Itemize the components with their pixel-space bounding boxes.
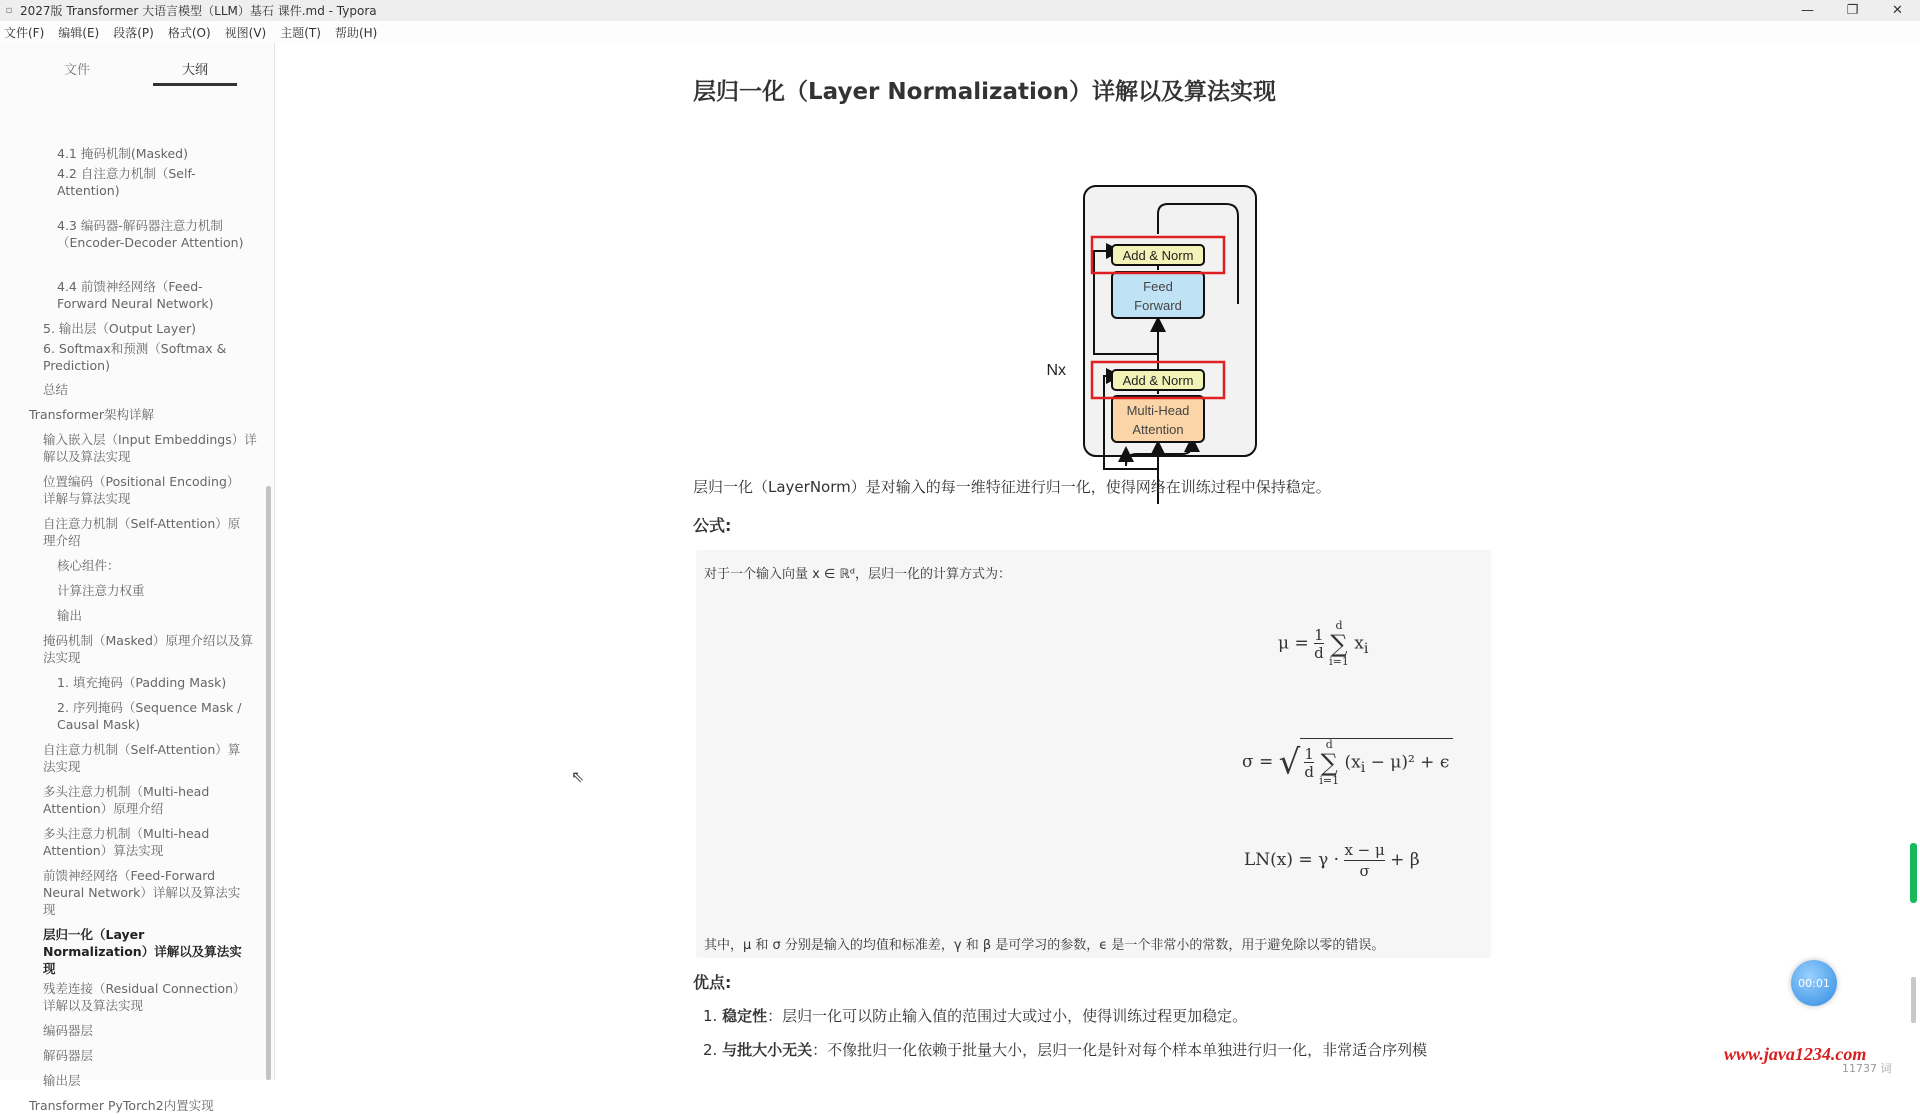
repeat-label: Nx <box>1046 362 1066 379</box>
outline-item[interactable]: 多头注意力机制（Multi-head Attention）算法实现 <box>43 826 210 858</box>
intro-paragraph: 层归一化（LayerNorm）是对输入的每一维特征进行归一化，使得网络在训练过程中保持稳定。 <box>693 478 1331 496</box>
std-formula: σ = √ 1 d d ∑ i=1 $(x_i - \mu)^2 + \epsilon$ <box>1242 738 1453 787</box>
menu-file[interactable]: 文件(F) <box>4 25 45 40</box>
menu-edit[interactable]: 编辑(E) <box>58 25 100 40</box>
formula-intro: 对于一个输入向量 x ∈ ℝᵈ，层归一化的计算方式为： <box>704 567 1011 582</box>
outline-item[interactable]: 4.4 前馈神经网络（Feed-Forward Neural Network) <box>57 279 214 311</box>
advantage-text: ：不像批归一化依赖于批量大小，层归一化是针对每个样本单独进行归一化，非常适合序列模 <box>812 1041 1428 1059</box>
menu-theme[interactable]: 主题(T) <box>280 25 321 40</box>
outline-item[interactable]: 自注意力机制（Self-Attention）原理介绍 <box>43 516 241 548</box>
outline-item[interactable]: 多头注意力机制（Multi-head Attention）原理介绍 <box>43 784 210 816</box>
outline-item[interactable]: 输出 <box>57 608 83 623</box>
feed-forward-label-line2: Forward <box>1134 298 1182 313</box>
mean-formula: μ = 1 d d ∑ i=1 $x_i$ <box>1278 619 1369 668</box>
outline-item[interactable]: 4.1 掩码机制(Masked) <box>57 146 188 161</box>
math-block[interactable] <box>696 550 1491 958</box>
close-button[interactable]: ✕ <box>1892 3 1903 18</box>
outline-item[interactable]: 自注意力机制（Self-Attention）算法实现 <box>43 742 241 774</box>
advantage-item: 1. 稳定性：层归一化可以防止输入值的范围过大或过小，使得训练过程更加稳定。 <box>703 1007 1248 1025</box>
tab-outline[interactable]: 大纲 <box>182 63 209 78</box>
outline-item[interactable]: 前馈神经网络（Feed-Forward Neural Network）详解以及算法实现 <box>43 868 241 917</box>
window-controls <box>1785 0 1920 21</box>
title-bar <box>0 0 1920 21</box>
outline-item[interactable]: 计算注意力权重 <box>57 583 145 598</box>
menu-help[interactable]: 帮助(H) <box>334 25 378 40</box>
outline-item[interactable]: 4.2 自注意力机制（Self-Attention) <box>57 166 196 198</box>
outline-item[interactable]: 编码器层 <box>43 1023 94 1038</box>
mouse-cursor-icon: ⇖ <box>571 767 585 786</box>
sidebar-scrollbar[interactable] <box>266 486 271 1080</box>
watermark: www.java1234.com <box>1724 1044 1867 1064</box>
outline-item[interactable]: 位置编码（Positional Encoding）详解与算法实现 <box>43 474 234 506</box>
outline-item[interactable]: 掩码机制（Masked）原理介绍以及算法实现 <box>43 633 253 665</box>
recording-timer[interactable]: 00:01 <box>1791 960 1837 1006</box>
advantage-text: ：层归一化可以防止输入值的范围过大或过小，使得训练过程更加稳定。 <box>767 1007 1248 1025</box>
add-norm-label: Add & Norm <box>1122 248 1194 263</box>
menu-bar <box>0 21 1920 43</box>
formula-note: 其中，μ 和 σ 分别是输入的均值和标准差，γ 和 β 是可学习的参数，ϵ 是一个非常小的常数，用于避免除以零的错误。 <box>704 938 1385 953</box>
sidebar-tabs <box>0 43 274 91</box>
attention-label-line1: Multi-Head <box>1126 403 1190 418</box>
outline-item[interactable]: 输出层 <box>43 1073 81 1088</box>
sidebar <box>0 43 275 1113</box>
outline-item[interactable]: 残差连接（Residual Connection）详解以及算法实现 <box>43 981 246 1013</box>
outline-item[interactable]: 解码器层 <box>43 1048 94 1063</box>
outline-item[interactable]: 5. 输出层（Output Layer) <box>43 321 197 336</box>
transformer-block-diagram <box>976 164 1306 509</box>
menu-view[interactable]: 视图(V) <box>224 25 267 40</box>
outline-item-active[interactable]: 层归一化（Layer Normalization）详解以及算法实现 <box>43 927 242 976</box>
advantage-term: 与批大小无关 <box>722 1041 813 1059</box>
outline-item[interactable]: 1. 填充掩码（Padding Mask) <box>57 675 227 690</box>
editor-scrollbar[interactable] <box>1911 977 1916 1023</box>
outline-item[interactable]: 4.3 编码器-解码器注意力机制（Encoder-Decoder Attention) <box>57 218 244 250</box>
word-count[interactable]: 11737 词 <box>1842 1062 1892 1075</box>
tab-files[interactable]: 文件 <box>64 63 91 78</box>
menu-paragraph[interactable]: 段落(P) <box>113 25 154 40</box>
outline-item[interactable]: Transformer PyTorch2内置实现 <box>29 1098 214 1113</box>
outline-item[interactable]: 总结 <box>43 382 69 397</box>
editor-content <box>276 43 1920 1080</box>
feed-forward-label-line1: Feed <box>1143 279 1173 294</box>
formula-label: 公式: <box>693 516 732 535</box>
menu-format[interactable]: 格式(O) <box>167 25 211 40</box>
outline-item[interactable]: 核心组件： <box>57 558 120 573</box>
outline-item[interactable]: 2. 序列掩码（Sequence Mask / Causal Mask) <box>57 700 242 732</box>
advantages-label: 优点: <box>693 973 732 992</box>
section-heading: 层归一化（Layer Normalization）详解以及算法实现 <box>693 79 1277 105</box>
outline-item[interactable]: 6. Softmax和预测（Softmax & Prediction) <box>43 341 227 373</box>
attention-label-line2: Attention <box>1132 422 1184 437</box>
layernorm-formula: LN(x) = γ · x − μ σ + β <box>1244 841 1420 880</box>
outline-list <box>0 97 262 1113</box>
minimize-button[interactable]: — <box>1801 3 1814 18</box>
side-widget-tab[interactable] <box>1910 843 1917 903</box>
active-tab-indicator <box>153 83 237 86</box>
outline-item[interactable]: Transformer架构详解 <box>29 407 155 422</box>
maximize-button[interactable]: ❐ <box>1846 3 1859 18</box>
advantage-term: 稳定性 <box>722 1007 768 1025</box>
advantage-item: 2. 与批大小无关：不像批归一化依赖于批量大小，层归一化是针对每个样本单独进行归一化，非常适合序列模 <box>703 1041 1428 1059</box>
typora-app-icon: ▫ <box>5 5 13 16</box>
add-norm-label: Add & Norm <box>1122 373 1194 388</box>
window-title: 2027版 Transformer 大语言模型（LLM）基石 课件.md - Typora <box>20 4 377 18</box>
outline-item[interactable]: 输入嵌入层（Input Embeddings）详解以及算法实现 <box>43 432 257 464</box>
